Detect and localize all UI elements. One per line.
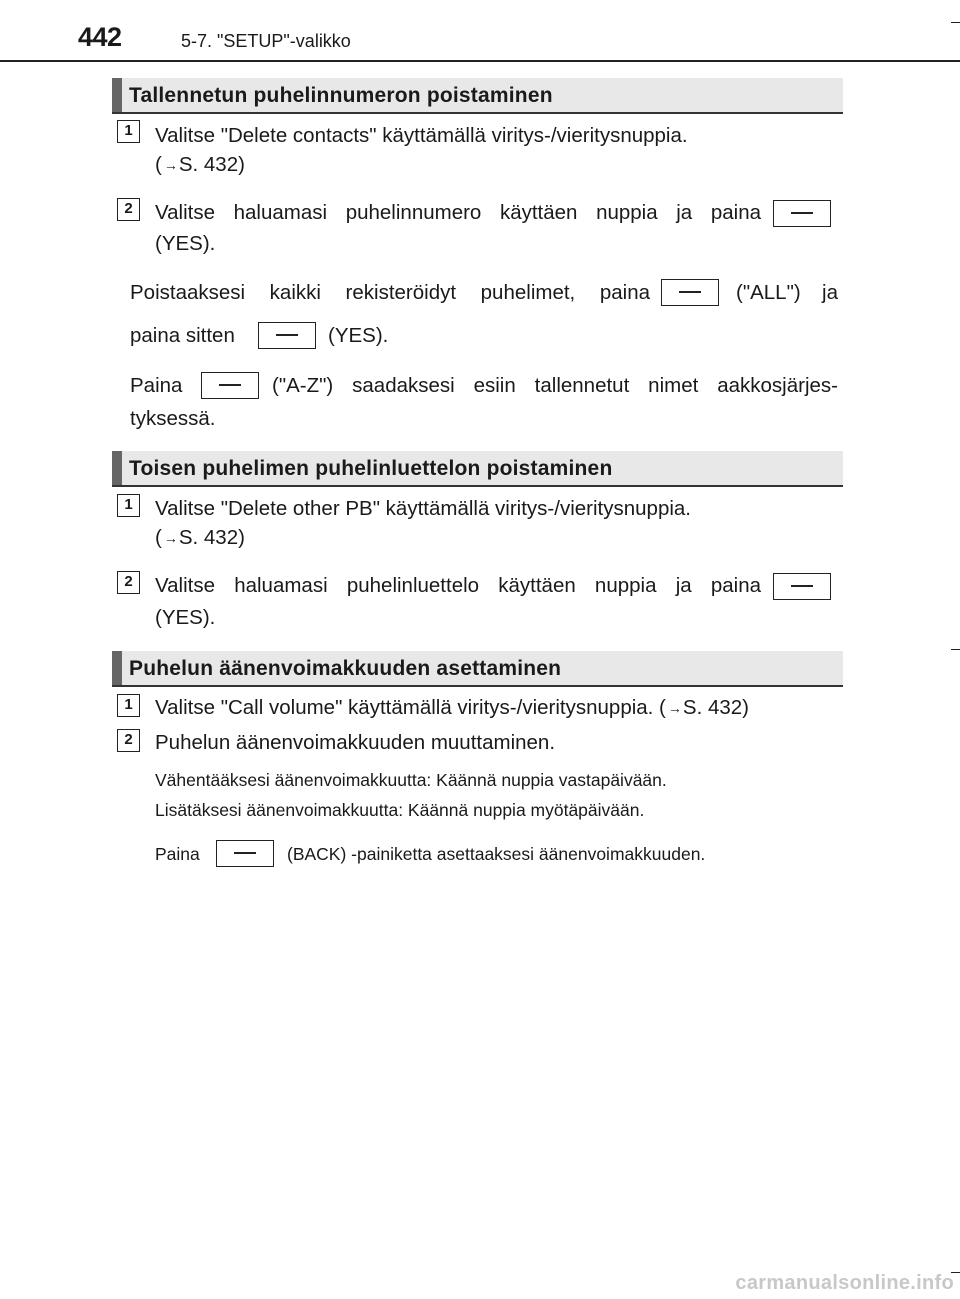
step-number: 1: [117, 494, 140, 517]
note-text: Poistaaksesi kaikki rekisteröidyt puhelimet, paina: [130, 281, 650, 304]
sub-text: (BACK) -painiketta asettaaksesi äänenvoimakkuuden.: [287, 844, 706, 864]
button-symbol: [773, 573, 831, 600]
step-number: 1: [117, 120, 140, 143]
watermark: carmanualsonline.info: [735, 1272, 954, 1294]
step-number: 2: [117, 729, 140, 752]
note-text: tyksessä.: [130, 407, 216, 430]
note-text: ("ALL") ja: [736, 281, 838, 304]
button-symbol: [258, 322, 316, 349]
step-text: (YES).: [155, 606, 216, 629]
section-heading: [112, 78, 843, 114]
button-symbol: [201, 372, 259, 399]
arrow-icon: →: [163, 530, 178, 546]
step-number: 2: [117, 571, 140, 594]
crop-mark: [951, 649, 960, 650]
sub-text: Vähentääksesi äänenvoimakkuutta: Käännä nuppia vastapäivään.: [155, 770, 667, 790]
chapter-title: 5-7. "SETUP"-valikko: [181, 31, 351, 51]
sub-text: Lisätäksesi äänenvoimakkuutta: Käännä nuppia myötäpäivään.: [155, 800, 645, 820]
arrow-icon: →: [163, 157, 178, 173]
step-text: Valitse "Delete other PB" käyttämällä viritys-/vieritysnuppia.: [155, 497, 691, 520]
section-title: Tallennetun puhelinnumeron poistaminen: [129, 84, 553, 107]
note-text: (YES).: [328, 324, 389, 347]
step-number: 2: [117, 198, 140, 221]
step-text: Valitse "Call volume" käyttämällä viritys-/vieritysnuppia. ( →S. 432): [155, 693, 749, 723]
step-text: Valitse haluamasi puhelinluettelo käyttäen nuppia ja paina: [155, 574, 761, 597]
crop-mark: [951, 22, 960, 23]
arrow-icon: →: [667, 700, 682, 716]
step-text: Valitse "Delete contacts" käyttämällä viritys-/vieritysnuppia.: [155, 124, 688, 147]
sub-text: Paina: [155, 844, 200, 864]
section-title: Toisen puhelimen puhelinluettelon poistaminen: [129, 457, 613, 480]
heading-bar: [112, 78, 122, 112]
page-number: 442: [78, 22, 122, 52]
page-reference: ( →S. 432): [155, 150, 245, 180]
step-text: (YES).: [155, 232, 216, 255]
step-text: Puhelun äänenvoimakkuuden muuttaminen.: [155, 731, 556, 754]
heading-bar: [112, 451, 122, 485]
button-symbol: [773, 200, 831, 227]
step-number: 1: [117, 694, 140, 717]
heading-bar: [112, 651, 122, 685]
page-reference: ( →S. 432): [155, 523, 245, 553]
step-text: Valitse haluamasi puhelinnumero käyttäen nuppia ja paina: [155, 201, 761, 224]
note-text: paina sitten: [130, 324, 235, 347]
note-text: Paina: [130, 374, 183, 397]
button-symbol: [661, 279, 719, 306]
section-title: Puhelun äänenvoimakkuuden asettaminen: [129, 657, 562, 680]
note-text: ("A-Z") saadaksesi esiin tallennetut nimet aakkosjärjes-: [272, 374, 838, 397]
section-heading: [112, 651, 843, 687]
section-heading: [112, 451, 843, 487]
header-rule: [0, 60, 960, 62]
button-symbol: [216, 840, 274, 867]
